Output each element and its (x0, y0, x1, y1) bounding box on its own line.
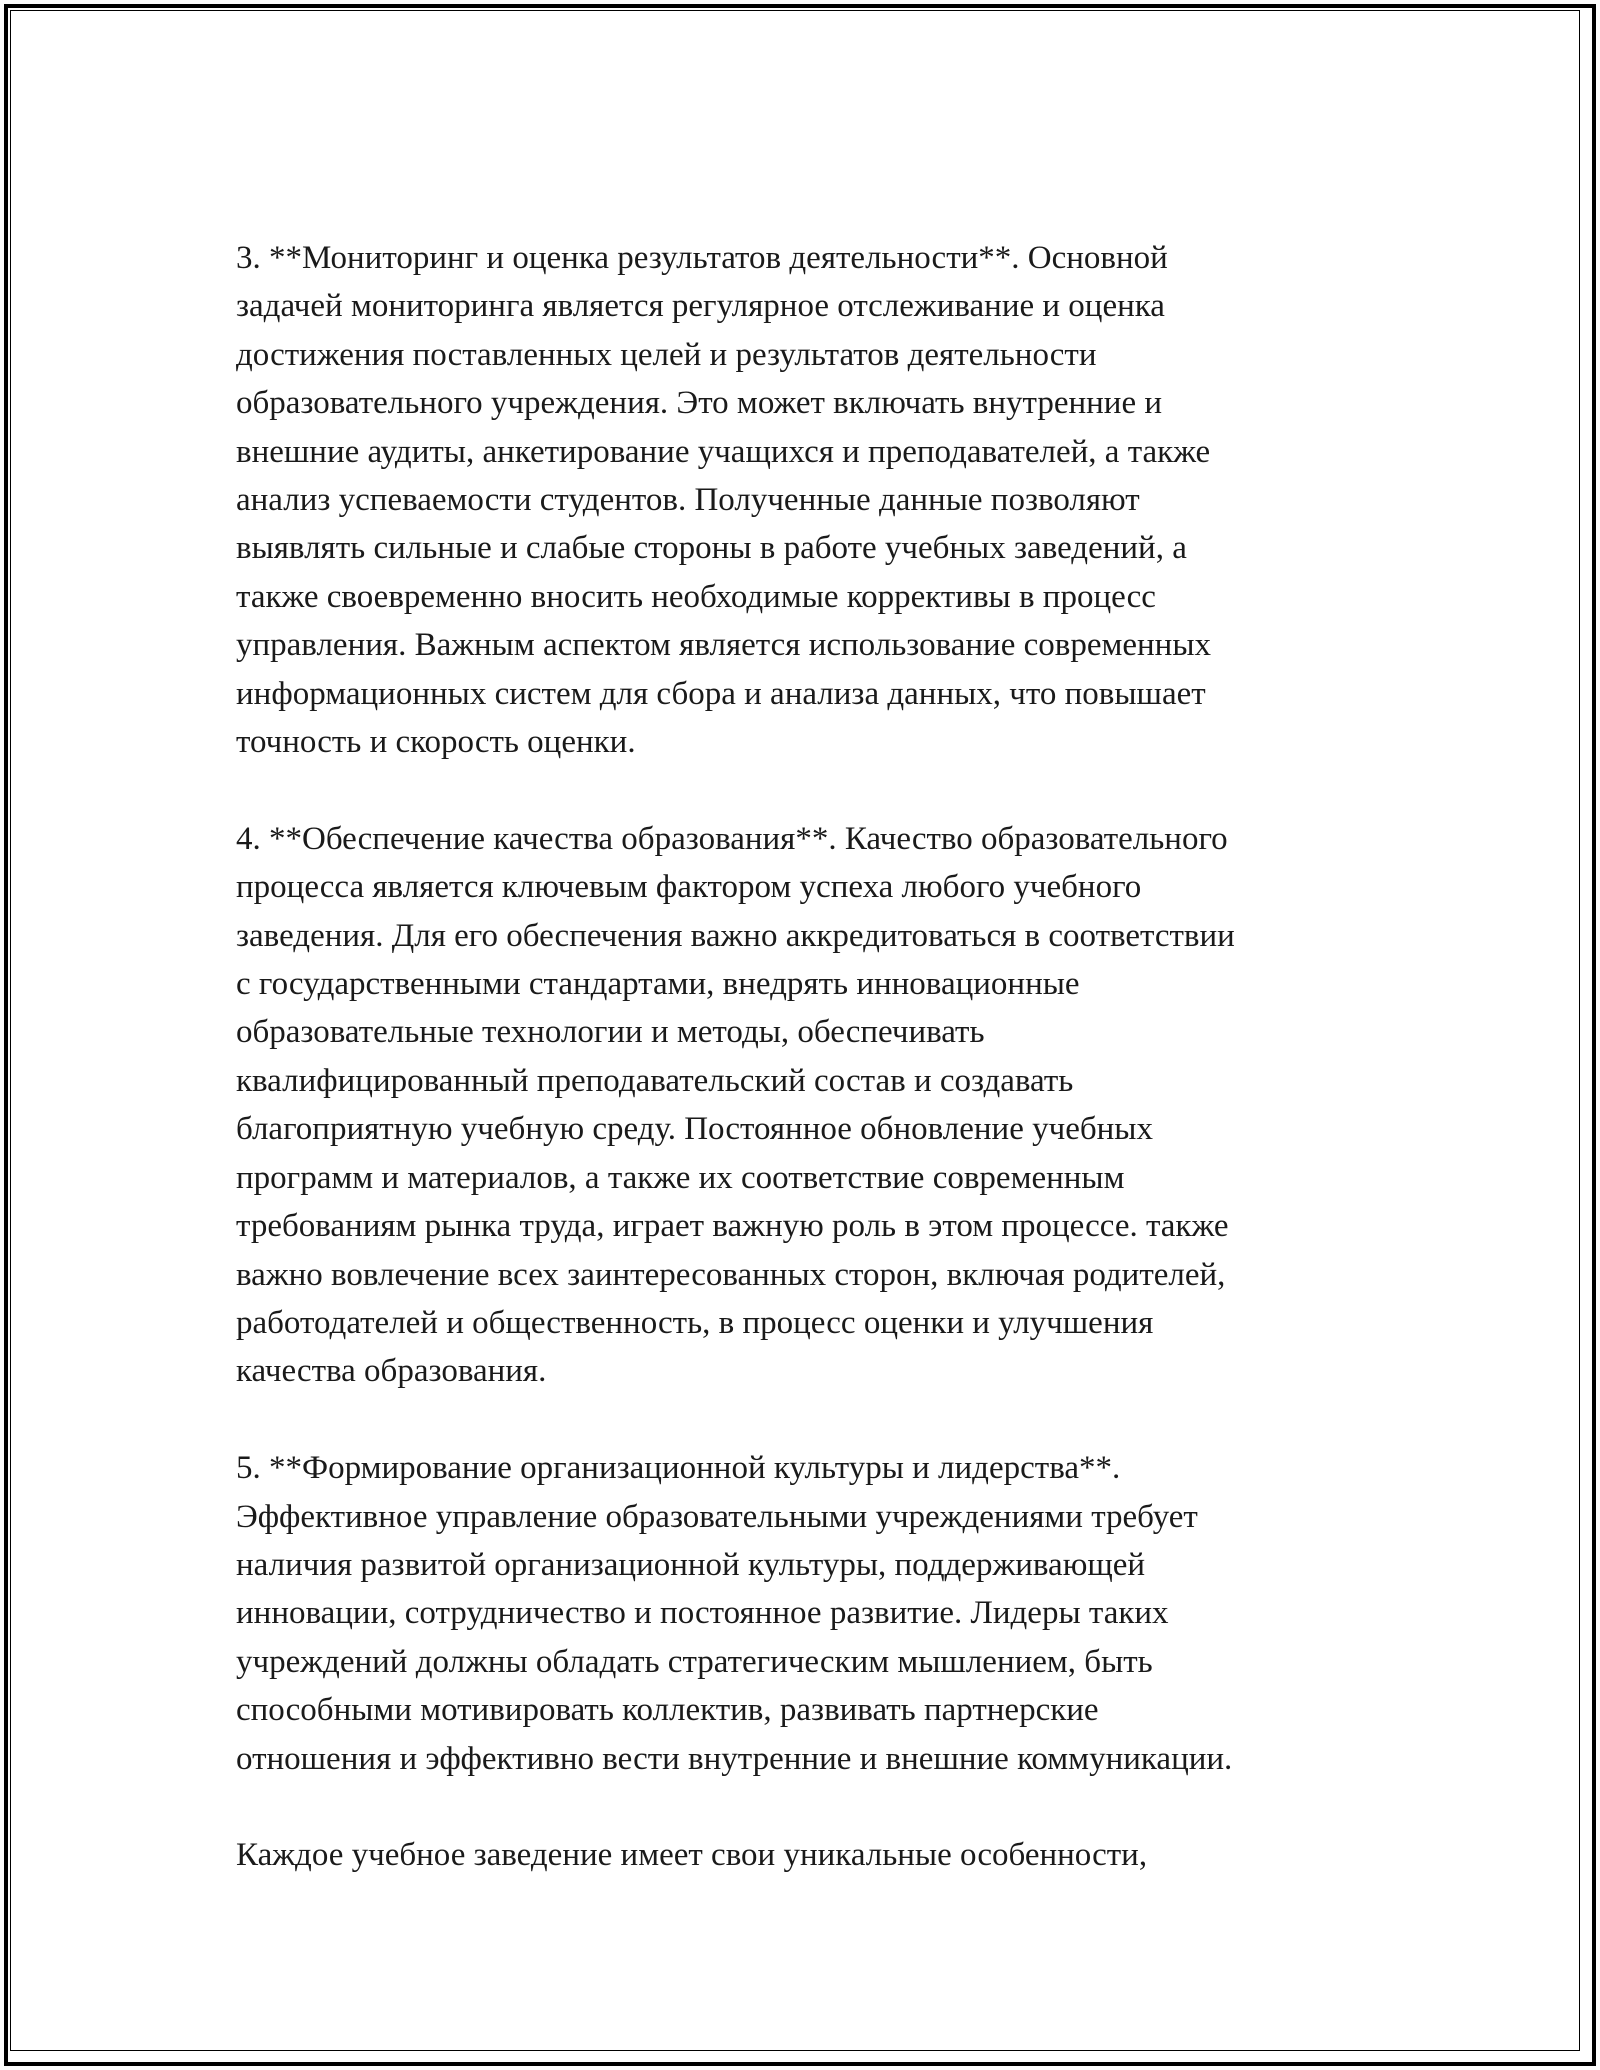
text-line: образовательные технологии и методы, обеспечивать (236, 1014, 985, 1051)
document-body (236, 234, 1396, 1928)
text-line: наличия развитой организационной культуры, поддерживающей (236, 1546, 1146, 1583)
text-line: 4. **Обеспечение качества образования**. Качество образовательного (236, 820, 1228, 857)
text-line: анализ успеваемости студентов. Полученные данные позволяют (236, 482, 1140, 519)
text-line: внешние аудиты, анкетирование учащихся и преподавателей, а также (236, 433, 1211, 470)
text-line: отношения и эффективно вести внутренние и внешние коммуникации. (236, 1740, 1233, 1777)
text-line: с государственными стандартами, внедрять инновационные (236, 966, 1080, 1003)
text-line: работодателей и общественность, в процесс оценки и улучшения (236, 1304, 1154, 1341)
text-line: важно вовлечение всех заинтересованных сторон, включая родителей, (236, 1256, 1226, 1293)
text-line: качества образования. (236, 1353, 547, 1390)
text-line: Каждое учебное заведение имеет свои уникальные особенности, (236, 1837, 1148, 1874)
text-line: инновации, сотрудничество и постоянное развитие. Лидеры таких (236, 1595, 1169, 1632)
text-line: образовательного учреждения. Это может включать внутренние и (236, 385, 1163, 422)
paragraph-closing (236, 1831, 1396, 1879)
text-line: информационных систем для сбора и анализа данных, что повышает (236, 675, 1206, 712)
text-line: также своевременно вносить необходимые коррективы в процесс (236, 578, 1156, 615)
paragraph-monitoring (236, 234, 1396, 766)
text-line: квалифицированный преподавательский состав и создавать (236, 1062, 1074, 1099)
text-line: процесса является ключевым фактором успеха любого учебного (236, 869, 1142, 906)
text-line: точность и скорость оценки. (236, 724, 636, 761)
text-line: 3. **Мониторинг и оценка результатов деятельности**. Основной (236, 240, 1168, 276)
text-line: заведения. Для его обеспечения важно аккредитоваться в соответствии (236, 917, 1235, 954)
text-line: задачей мониторинга является регулярное отслеживание и оценка (236, 288, 1165, 325)
text-line: учреждений должны обладать стратегическим мышлением, быть (236, 1643, 1153, 1680)
paragraph-culture-leadership (236, 1444, 1396, 1783)
text-line: достижения поставленных целей и результатов деятельности (236, 336, 1097, 373)
text-line: благоприятную учебную среду. Постоянное обновление учебных (236, 1111, 1153, 1148)
text-line: способными мотивировать коллектив, развивать партнерские (236, 1692, 1099, 1729)
text-line: Эффективное управление образовательными учреждениями требует (236, 1498, 1198, 1535)
text-line: требованиям рынка труда, играет важную роль в этом процессе. также (236, 1208, 1229, 1245)
text-line: программ и материалов, а также их соответствие современным (236, 1159, 1125, 1196)
text-line: выявлять сильные и слабые стороны в работе учебных заведений, а (236, 530, 1187, 567)
text-line: управления. Важным аспектом является использование современных (236, 627, 1211, 664)
paragraph-quality (236, 815, 1396, 1396)
text-line: 5. **Формирование организационной культуры и лидерства**. (236, 1450, 1121, 1487)
